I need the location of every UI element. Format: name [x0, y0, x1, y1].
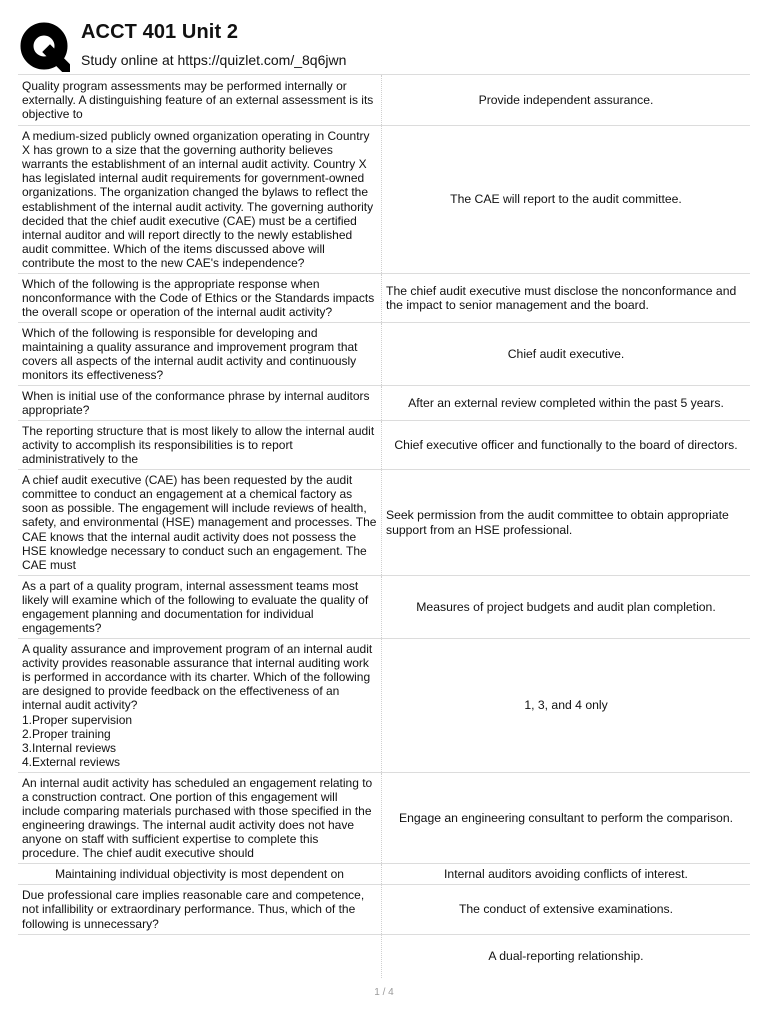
question-cell: Quality program assessments may be performed internally or externally. A distinguishing feature of an external assessment is its objective to — [18, 75, 382, 125]
answer-cell: Provide independent assurance. — [478, 92, 654, 107]
question-cell: An internal audit activity has scheduled an engagement relating to a construction contract. One portion of this engagement will include comparing materials purchased with those specified in the engineering drawings. The internal audit activity does not have anyone on staff with sufficient expertise to complete this procedure. The chief audit executive should — [18, 773, 382, 863]
question-cell: A medium-sized publicly owned organization operating in Country X has grown to a size that the governing authority believes warrants the establishment of an internal audit activity. Country X has legislated internal audit requirements for government-owned organizations. The organization changed the bylaws to reflect the establishment of the internal audit activity. The governing authority decided that the chief audit executive (CAE) must be a certified internal auditor and will report directly to the newly established audit committee. Which of the items discussed above will contribute the most to the new CAE's independence? — [18, 126, 382, 273]
table-row — [18, 772, 750, 863]
table-row — [18, 469, 750, 575]
page-number: 1 / 4 — [374, 987, 394, 998]
answer-cell: The conduct of extensive examinations. — [458, 902, 674, 917]
question-cell: Which of the following is the appropriate response when nonconformance with the Code of Ethics or the Standards impacts the overall scope or operation of the internal audit activity? — [18, 274, 382, 322]
table-row — [18, 638, 750, 772]
question-cell: A quality assurance and improvement program of an internal audit activity provides reasonable assurance that internal auditing work is performed in accordance with its charter. Which of the following are designed to provide feedback on the effectiveness of an internal audit activity? 1.Proper supervision 2.Proper training 3.Internal reviews 4.External reviews — [18, 639, 382, 772]
question-cell: As a part of a quality program, internal assessment teams most likely will examine which of the following to evaluate the quality of engagement planning and documentation for individual engagements? — [18, 576, 382, 638]
table-row — [18, 884, 750, 934]
question-cell: Which of the following is responsible for developing and maintaining a quality assurance and improvement program that covers all aspects of the internal audit activity and continuously monitors its effectiveness? — [18, 323, 382, 385]
answer-cell: The CAE will report to the audit committee. — [450, 192, 682, 207]
question-cell: Due professional care implies reasonable care and competence, not infallibility or extraordinary performance. Thus, which of the following is unnecessary? — [18, 885, 382, 934]
question-cell: When is initial use of the conformance phrase by internal auditors appropriate? — [18, 386, 382, 420]
question-cell: Maintaining individual objectivity is most dependent on — [18, 864, 382, 884]
table-row — [18, 420, 750, 469]
answer-cell: Engage an engineering consultant to perform the comparison. — [398, 810, 733, 825]
table-row — [18, 385, 750, 420]
deck-title: ACCT 401 Unit 2 — [81, 21, 239, 43]
table-row — [18, 934, 750, 978]
table-row — [18, 273, 750, 322]
question-cell: The reporting structure that is most likely to allow the internal audit activity to accomplish its responsibilities is to report administratively to the — [18, 421, 382, 469]
answer-cell: Seek permission from the audit committee to obtain appropriate support from an HSE professional. — [386, 508, 729, 537]
flashcard-table — [18, 74, 750, 978]
answer-cell: Chief executive officer and functionally to the board of directors. — [394, 437, 738, 452]
answer-cell: Measures of project budgets and audit plan completion. — [416, 599, 716, 614]
answer-cell: Chief audit executive. — [507, 346, 625, 361]
table-row — [18, 575, 750, 638]
table-row — [18, 74, 750, 125]
question-cell: A chief audit executive (CAE) has been requested by the audit committee to conduct an engagement at a chemical factory as soon as possible. The engagement will include reviews of health, safety, and environmental (HSE) management and processes. The CAE knows that the internal audit activity does not possess the HSE knowledge necessary to conduct such an engagement. The CAE must — [18, 470, 382, 575]
table-row — [18, 863, 750, 884]
quizlet-q-logo-icon — [20, 22, 70, 72]
answer-cell: A dual-reporting relationship. — [488, 949, 644, 964]
answer-cell: After an external review completed within the past 5 years. — [408, 395, 724, 410]
answer-cell: 1, 3, and 4 only — [524, 698, 608, 713]
page-header — [18, 18, 758, 74]
answer-cell: Internal auditors avoiding conflicts of interest. — [444, 866, 688, 881]
question-cell — [18, 935, 382, 978]
table-row — [18, 125, 750, 273]
table-row — [18, 322, 750, 385]
answer-cell: The chief audit executive must disclose the nonconformance and the impact to senior management and the board. — [386, 283, 737, 312]
study-online-link-text: Study online at https://quizlet.com/_8q6jwn — [81, 52, 347, 68]
